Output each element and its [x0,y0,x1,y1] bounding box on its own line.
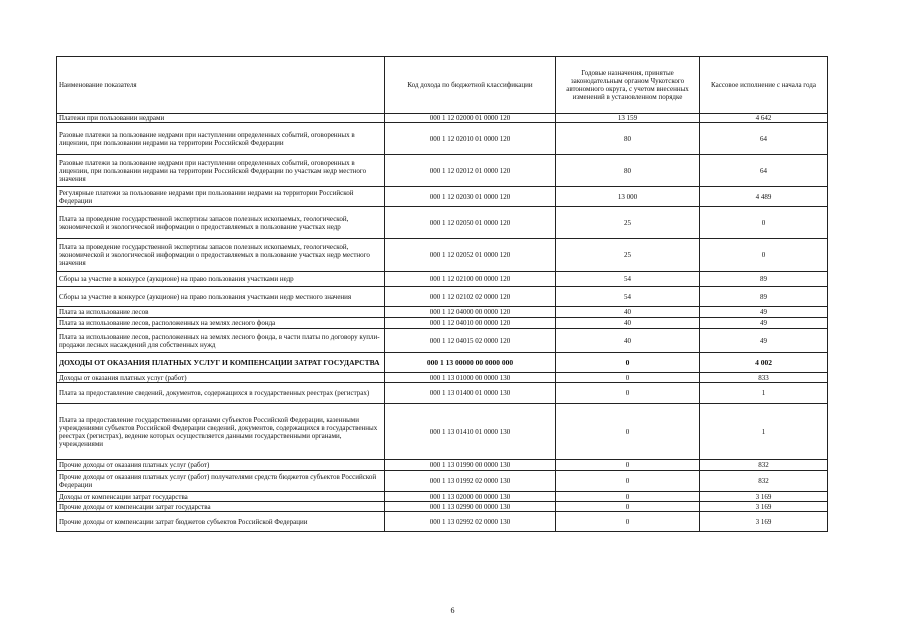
row-plan: 0 [556,492,700,502]
row-code: 000 1 13 01000 00 0000 130 [385,373,556,383]
row-plan: 25 [556,207,700,239]
row-plan: 40 [556,307,700,318]
row-code: 000 1 12 02050 01 0000 120 [385,207,556,239]
table-row [57,114,828,123]
row-name: Доходы от компенсации затрат государства [57,492,385,502]
row-name: Плата за предоставление государственными органами субъектов Российской Федерации, казенными учреждениями субъектов Российской Федерации сведений, документов, содержащихся в государственных реестрах (регистрах), ведение которых осуществляется данными государственными органами, учреждениями [57,404,385,460]
table-row [57,287,828,307]
row-exec: 0 [700,239,828,272]
row-exec: 3 169 [700,492,828,502]
row-code: 000 1 12 02100 00 0000 120 [385,272,556,287]
row-code: 000 1 13 01400 01 0000 130 [385,383,556,404]
header-annual-plan: Годовые назначения, принятые законодательным органом Чукотского автономного округа, с учетом внесенных изменений в установленном порядке [556,57,700,114]
row-name: Плата за проведение государственной экспертизы запасов полезных ископаемых, геологической, экономической и экологической информации о предоставляемых в пользование участках недр [57,207,385,239]
table-row [57,155,828,187]
row-plan: 0 [556,373,700,383]
table-row [57,207,828,239]
row-code: 000 1 13 02990 00 0000 130 [385,502,556,512]
table-row [57,502,828,512]
row-name: Прочие доходы от оказания платных услуг (работ) получателями средств бюджетов субъектов Российской Федерации [57,471,385,492]
table-row [57,353,828,373]
row-code: 000 1 13 01990 00 0000 130 [385,460,556,471]
row-exec: 49 [700,329,828,353]
table-row [57,318,828,329]
row-plan: 54 [556,287,700,307]
row-plan: 40 [556,318,700,329]
table-row [57,329,828,353]
row-exec: 832 [700,460,828,471]
row-plan: 0 [556,383,700,404]
row-plan: 0 [556,512,700,532]
row-exec: 64 [700,123,828,155]
row-exec: 64 [700,155,828,187]
row-code: 000 1 12 02010 01 0000 120 [385,123,556,155]
row-code: 000 1 13 02000 00 0000 130 [385,492,556,502]
row-name: ДОХОДЫ ОТ ОКАЗАНИЯ ПЛАТНЫХ УСЛУГ И КОМПЕНСАЦИИ ЗАТРАТ ГОСУДАРСТВА [57,353,385,373]
row-code: 000 1 12 02000 01 0000 120 [385,114,556,123]
row-name: Плата за проведение государственной экспертизы запасов полезных ископаемых, геологической, экономической и экологической информации о предоставляемых в пользование участках недр местного значения [57,239,385,272]
row-exec: 3 169 [700,512,828,532]
row-name: Платежи при пользовании недрами [57,114,385,123]
row-code: 000 1 12 04010 00 0000 120 [385,318,556,329]
table-row [57,187,828,207]
row-code: 000 1 12 04015 02 0000 120 [385,329,556,353]
table-row [57,471,828,492]
row-name: Плата за использование лесов, расположенных на землях лесного фонда, в части платы по договору купли-продажи лесных насаждений для собственных нужд [57,329,385,353]
row-plan: 0 [556,460,700,471]
row-plan: 13 159 [556,114,700,123]
table-row [57,123,828,155]
row-code: 000 1 13 00000 00 0000 000 [385,353,556,373]
row-name: Плата за предоставление сведений, документов, содержащихся в государственных реестрах (регистрах) [57,383,385,404]
table-header-row [57,57,828,114]
row-plan: 40 [556,329,700,353]
row-name: Прочие доходы от оказания платных услуг (работ) [57,460,385,471]
row-code: 000 1 12 02102 02 0000 120 [385,287,556,307]
row-code: 000 1 13 01410 01 0000 130 [385,404,556,460]
row-name: Плата за использование лесов [57,307,385,318]
row-code: 000 1 13 02992 02 0000 130 [385,512,556,532]
row-plan: 54 [556,272,700,287]
row-exec: 49 [700,307,828,318]
row-code: 000 1 12 02030 01 0000 120 [385,187,556,207]
row-code: 000 1 13 01992 02 0000 130 [385,471,556,492]
row-name: Плата за использование лесов, расположенных на землях лесного фонда [57,318,385,329]
table-row [57,404,828,460]
row-name: Доходы от оказания платных услуг (работ) [57,373,385,383]
table-row [57,460,828,471]
row-code: 000 1 12 02012 01 0000 120 [385,155,556,187]
header-indicator-name: Наименование показателя [57,57,385,114]
row-name: Прочие доходы от компенсации затрат бюджетов субъектов Российской Федерации [57,512,385,532]
row-exec: 4 002 [700,353,828,373]
row-plan: 80 [556,123,700,155]
table-row [57,492,828,502]
row-exec: 1 [700,383,828,404]
row-plan: 0 [556,471,700,492]
row-name: Разовые платежи за пользование недрами при наступлении определенных событий, оговоренных в лицензии, при пользовании недрами на территории Российской Федерации по участкам недр местного значения [57,155,385,187]
row-exec: 0 [700,207,828,239]
row-exec: 89 [700,272,828,287]
row-plan: 13 000 [556,187,700,207]
table-body [57,114,828,532]
row-plan: 0 [556,502,700,512]
row-name: Прочие доходы от компенсации затрат государства [57,502,385,512]
table-row [57,272,828,287]
row-plan: 25 [556,239,700,272]
header-revenue-code: Код дохода по бюджетной классификации [385,57,556,114]
table-row [57,239,828,272]
table-row [57,373,828,383]
row-code: 000 1 12 04000 00 0000 120 [385,307,556,318]
row-exec: 89 [700,287,828,307]
row-exec: 832 [700,471,828,492]
row-exec: 833 [700,373,828,383]
row-name: Регулярные платежи за пользование недрами при пользовании недрами на территории Российской Федерации [57,187,385,207]
header-cash-execution: Кассовое исполнение с начала года [700,57,828,114]
row-code: 000 1 12 02052 01 0000 120 [385,239,556,272]
row-plan: 0 [556,353,700,373]
row-exec: 4 489 [700,187,828,207]
row-name: Сборы за участие в конкурсе (аукционе) на право пользования участками недр местного значения [57,287,385,307]
budget-table-container [56,56,827,532]
table-row [57,307,828,318]
budget-revenue-table [56,56,828,532]
row-name: Разовые платежи за пользование недрами при наступлении определенных событий, оговоренных в лицензии, при пользовании недрами на территории Российской Федерации [57,123,385,155]
row-exec: 49 [700,318,828,329]
row-plan: 80 [556,155,700,187]
row-exec: 1 [700,404,828,460]
row-name: Сборы за участие в конкурсе (аукционе) на право пользования участками недр [57,272,385,287]
row-exec: 3 169 [700,502,828,512]
row-exec: 4 642 [700,114,828,123]
row-plan: 0 [556,404,700,460]
table-row [57,512,828,532]
table-row [57,383,828,404]
page-number: 6 [450,606,455,615]
